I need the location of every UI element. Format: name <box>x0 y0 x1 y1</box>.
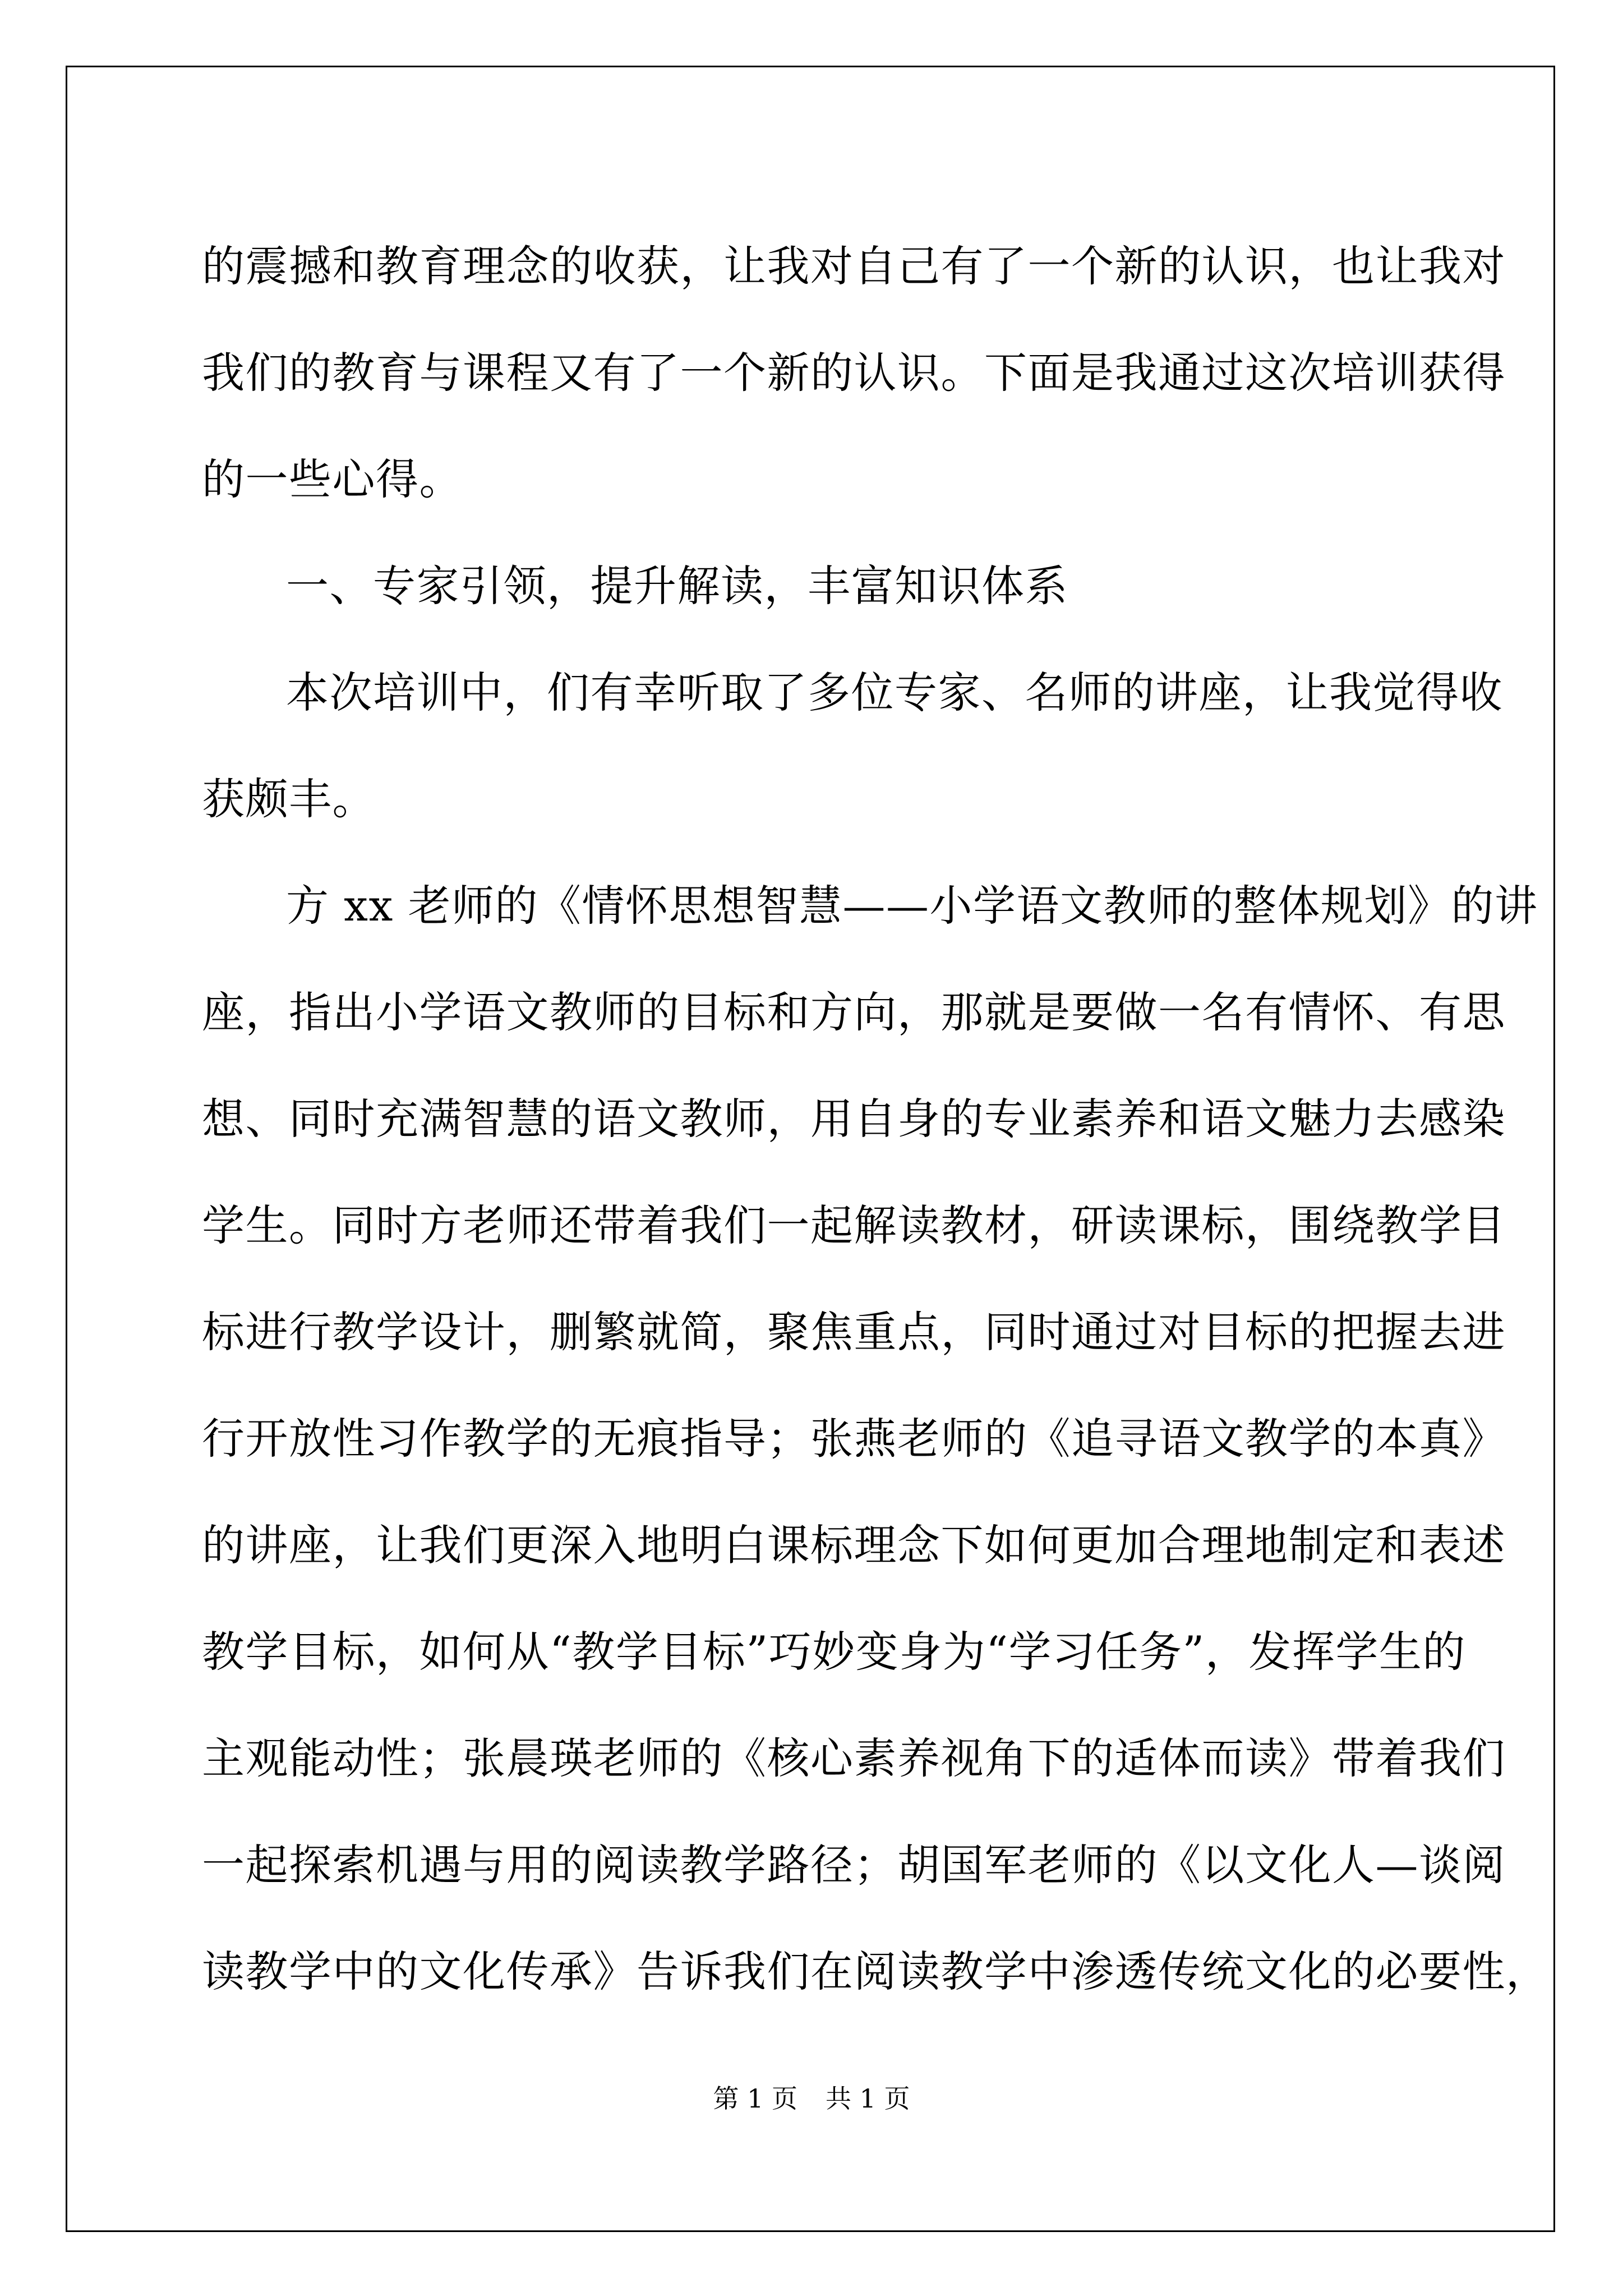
text-line: 方 xx 老师的《情怀思想智慧——小学语文教师的整体规划》的讲 <box>286 881 1538 931</box>
page-footer <box>0 2078 1623 2115</box>
text-line: 我们的教育与课程又有了一个新的认识。下面是我通过这次培训获得 <box>202 348 1506 398</box>
page-number: 第 1 页 <box>713 2083 797 2114</box>
page-total: 共 1 页 <box>826 2083 910 2114</box>
text-line: 标进行教学设计，删繁就简，聚焦重点，同时通过对目标的把握去进 <box>202 1307 1506 1357</box>
text-line: 的一些心得。 <box>202 454 463 504</box>
text-line: 获颇丰。 <box>202 774 376 824</box>
text-line: 本次培训中，们有幸听取了多位专家、名师的讲座，让我觉得收 <box>286 668 1503 717</box>
text-line: 想、同时充满智慧的语文教师，用自身的专业素养和语文魅力去感染 <box>202 1094 1506 1144</box>
text-line: 的震撼和教育理念的收获，让我对自己有了一个新的认识，也让我对 <box>202 241 1506 291</box>
text-line: 的讲座，让我们更深入地明白课标理念下如何更加合理地制定和表述 <box>202 1520 1506 1570</box>
text-line: 主观能动性；张晨瑛老师的《核心素养视角下的适体而读》带着我们 <box>202 1733 1506 1783</box>
text-line: 行开放性习作教学的无痕指导；张燕老师的《追寻语文教学的本真》 <box>202 1414 1506 1464</box>
text-line: 一起探索机遇与用的阅读教学路径；胡国军老师的《以文化人—谈阅 <box>202 1840 1506 1890</box>
text-line: 学生。同时方老师还带着我们一起解读教材，研读课标，围绕教学目 <box>202 1200 1506 1250</box>
document-body <box>202 213 1550 2025</box>
text-line: 读教学中的文化传承》告诉我们在阅读教学中渗透传统文化的必要性， <box>202 1947 1550 1996</box>
text-line: 座，指出小学语文教师的目标和方向，那就是要做一名有情怀、有思 <box>202 987 1506 1037</box>
section-heading: 一、专家引领，提升解读，丰富知识体系 <box>286 561 1068 611</box>
text-line: 教学目标，如何从“教学目标”巧妙变身为“学习任务”，发挥学生的 <box>202 1627 1466 1677</box>
